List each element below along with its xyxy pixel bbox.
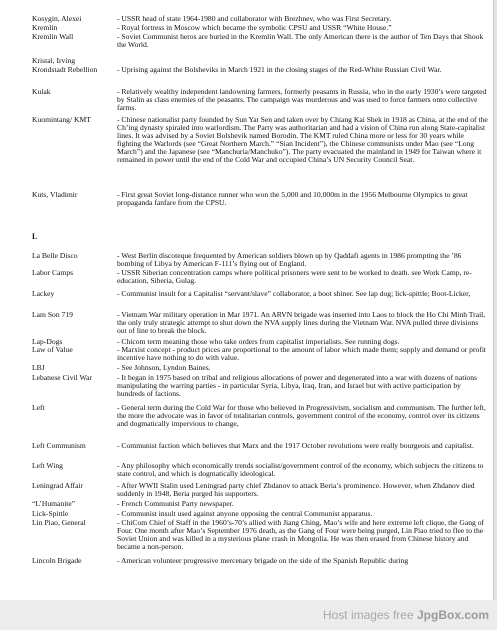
glossary-entry-left-wing — [0, 461, 493, 479]
entry-term: Kulak — [32, 87, 51, 96]
entry-term: Lebanese Civil War — [32, 373, 92, 382]
entry-term: Kuts, Vladimir — [32, 190, 78, 199]
entry-term: Labor Camps — [32, 268, 74, 277]
entry-definition: - Vietnam War military operation in Mar 1971. An ARVN brigade was inserted into Laos to block the Ho Chi Minh Trail, the only truly strategic attempt to shut down the NVA supply lines during the Vietnam War. NVA pulled three divisions out of line to break the block. — [117, 310, 486, 336]
entry-term: Lackey — [32, 289, 55, 298]
entry-definition: - First great Soviet long-distance runner who won the 5,000 and 10,000m in the 1956 Melbourne Olympics to great propaganda fanfare from the CPSU. — [117, 190, 468, 208]
entry-definition: - Royal fortress in Moscow which became the symbolic CPSU and USSR “White House.” — [117, 23, 392, 32]
entry-definition: - Relatively wealthy independent landowning farmers, formerly peasants in Russia, who in the early 1930’s were targeted by Stalin as class enemies of the peasants. The campaign was murderous and was used to force farmers onto collective farms. — [117, 87, 487, 113]
entry-definition: - French Communist Party newspaper. — [117, 499, 234, 508]
glossary-entry-leningrad-affair — [0, 481, 493, 499]
entry-definition: - Communist insult for a Capitalist “servant/slave” collaborator, a boot shiner. See lap dog; lick-spittle; Boot-Licker, — [117, 289, 471, 298]
entry-definition: - Chicom term meaning those who take orders from capitalist imperialists. See running dogs. — [117, 337, 400, 346]
entry-term: Leningrad Affair — [32, 481, 84, 490]
entry-definition: - It began in 1975 based on tribal and religious allocations of power and degenerated into a war with dozens of nations manipulating the warring parties - in particular Syria, Libya, Iraq, Iran, and Israel but with active participation by hundreds of factions. — [117, 373, 477, 399]
section-letter-heading: L — [32, 232, 38, 241]
glossary-entry-law-of-value — [0, 345, 493, 363]
entry-term: Kuomintang/ KMT — [32, 115, 91, 124]
glossary-entry-krondstadt — [0, 66, 493, 76]
watermark-logo — [323, 608, 489, 622]
entry-definition: - Uprising against the Bolsheviks in March 1921 in the closing stages of the Red-White Russian Civil War. — [117, 65, 442, 74]
entry-definition: - Communist faction which believes that Marx and the 1917 October revolutions were really bourgeois and capitalist. — [117, 441, 474, 450]
entry-term: “L’Humanite” — [32, 499, 76, 508]
entry-definition: - USSR Siberian concentration camps where political prisoners were sent to be worked to death. see Work Camp, re-education, Siberia, Gulag. — [117, 268, 472, 286]
glossary-entry-kulak — [0, 87, 493, 113]
glossary-entry-labor-camps — [0, 268, 493, 286]
entry-term: Left — [32, 403, 45, 412]
entry-definition: - USSR head of state 1964-1980 and collaborator with Brezhnev, who was First Secretary. — [117, 14, 392, 23]
entry-term: Kosygin, Alexei — [32, 14, 82, 23]
glossary-entry-kuomintang — [0, 115, 493, 165]
glossary-entry-lincoln-brigade — [0, 557, 493, 567]
entry-definition: - American volunteer progressive mercenary brigade on the side of the Spanish Republic during — [117, 556, 409, 565]
entry-term: Lincoln Brigade — [32, 556, 82, 565]
glossary-entry-lam-son-719 — [0, 310, 493, 336]
entry-definition: - West Berlin discoteque frequented by American soldiers blown up by Qaddafi agents in 1986 prompting the ’86 bombing of Libya by American F-111’s flying out of England. — [117, 251, 462, 269]
entry-term: Left Communism — [32, 441, 86, 450]
glossary-entry-lebanese-civil-war — [0, 373, 493, 399]
entry-definition: - General term during the Cold War for those who believed in Progressivism, socialism and communism. The further left, the more the advocate was in favor of totalitarian controls, government control of the economy, control over its citizens and dogmatically impervious to change, — [117, 403, 486, 429]
entry-definition: - ChiCom Chief of Staff in the 1960’s-70’s allied with Jiang Ching, Mao’s wife and here extreme left clique, the Gang of Four. One month after Mao’s September 1976 death, as the Gang of Four were being purged, Lin Piao tried to flee to the Soviet Union and was killed in a mysterious plane crash in Mongolia. He was then erased from Chinese history and became a non-person. — [117, 518, 485, 552]
glossary-entry-left-communism — [0, 442, 493, 452]
entry-term: Lam Son 719 — [32, 310, 73, 319]
entry-term: Lap-Dogs — [32, 337, 63, 346]
entry-term: Left Wing — [32, 461, 63, 470]
entry-term: Lin Piao, General — [32, 518, 86, 527]
watermark-prefix: Host images free — [322, 608, 417, 622]
glossary-entry-la-belle-disco — [0, 251, 493, 269]
entry-term: Law of Value — [32, 345, 73, 354]
entry-term: Krondstadt Rebellion — [32, 65, 98, 74]
entry-definition: - Soviet Communist heros are buried in the Kremlin Wall. The only American there is the author of Ten Days that Shook the World. — [117, 32, 484, 50]
entry-definition: - Chinese nationalist party founded by Sun Yat Sen and taken over by Chiang Kai Shek in 1918 as China, at the end of the Ch’ing dynasty spiraled into warlordism. The Party was authoritarian and had a vision of China run along State-capitalist lines. It was advised by a Soviet Bolshevik named Borodin. The KMT ruled China more or less for 30 years while fighting the Warlords (see “Great Northern March.” “Sian Incident”), the Chinese communists under Mao (see “Long March”) and the Japanese (see “Manchuria/Manchuko”). The party evacuated the mainland in 1949 for Taiwan where it remained in power until the end of the Cold War and occupied China’s UN Security Council Seat. — [117, 115, 488, 165]
watermark-brand: JpgBox.com — [416, 608, 489, 622]
entry-term: Lick-Spittle — [32, 509, 69, 518]
entry-term: Kristal, Irving — [32, 56, 76, 65]
entry-definition: - After WWII Stalin used Leningrad party chief Zhdanov to attack Beria’s prominence. However, when Zhdanov died suddenly in 1948, Beria purged his supporters. — [117, 481, 475, 499]
entry-definition: - Any philosophy which economically trends socialist/government control of the economy, which subjects the citizens to state control, and which is dogmatically ideological. — [117, 461, 484, 479]
entry-term: Kremlin Wall — [32, 32, 74, 41]
entry-term: Kremlin — [32, 23, 58, 32]
glossary-entry-left — [0, 403, 493, 429]
entry-definition: - Communist insult used against anyone opposing the central Communist apparatus. — [117, 509, 373, 518]
entry-term: LBJ — [32, 363, 45, 372]
entry-definition: - See Johnson, Lyndon Baines. — [117, 363, 211, 372]
entry-definition: - Marxist concept - product prices are proportional to the amount of labor which made them; supply and demand or profit incentive have nothing to do with value. — [117, 345, 487, 363]
glossary-entry-lackey — [0, 290, 493, 300]
entry-term: La Belle Disco — [32, 251, 78, 260]
glossary-entry-kremlin-wall — [0, 32, 493, 50]
glossary-entry-lin-piao — [0, 518, 493, 552]
glossary-entry-kuts — [0, 190, 493, 208]
